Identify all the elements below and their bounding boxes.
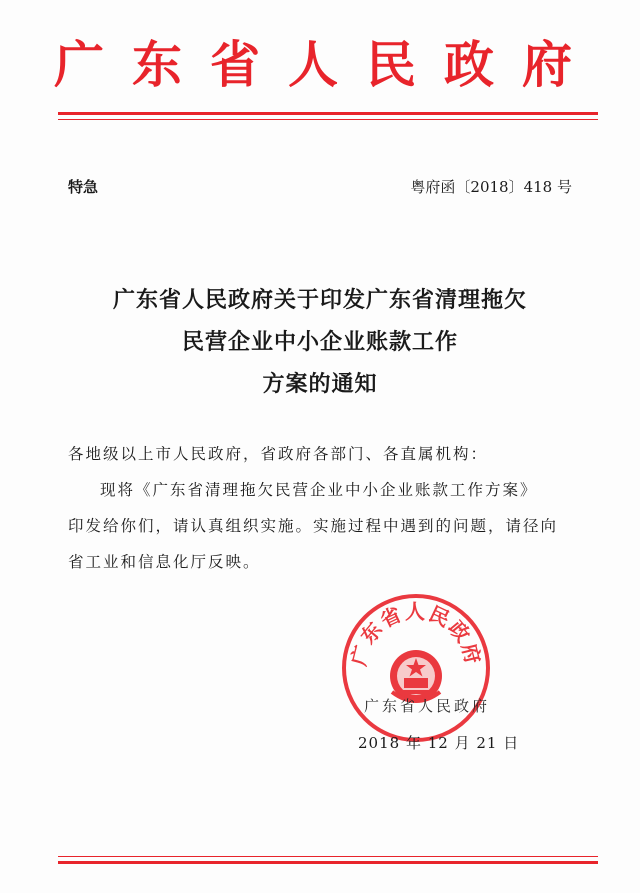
title-line: 民营企业中小企业账款工作 (181, 330, 458, 355)
signing-organization: 广东省人民政府 (364, 697, 491, 715)
body-line: 印发给你们，请认真组织实施。实施过程中遇到的问题，请径向 (68, 517, 559, 535)
title-line: 方案的通知 (262, 372, 378, 397)
addressee: 各地级以上市人民政府，省政府各部门、各直属机构： (68, 445, 489, 463)
document-body (68, 436, 588, 580)
header-rule-thick (58, 112, 598, 115)
official-seal (340, 592, 492, 744)
issuer-header: 广东省人民政府 (54, 35, 600, 94)
urgency-label: 特急 (68, 178, 99, 196)
signing-date: 2018 年 12 月 21 日 (358, 734, 520, 752)
body-line: 省工业和信息化厅反映。 (68, 553, 261, 571)
footer-rule-thick (58, 861, 598, 864)
seal-text: 广东省人民政府 (346, 599, 486, 669)
document-title (40, 280, 600, 406)
footer-rule-thin (58, 856, 598, 857)
header-rule-thin (58, 119, 598, 120)
body-line: 现将《广东省清理拖欠民营企业中小企业账款工作方案》 (100, 481, 538, 499)
document-number: 粤府函〔2018〕418 号 (410, 178, 572, 196)
title-line: 广东省人民政府关于印发广东省清理拖欠 (112, 288, 527, 313)
